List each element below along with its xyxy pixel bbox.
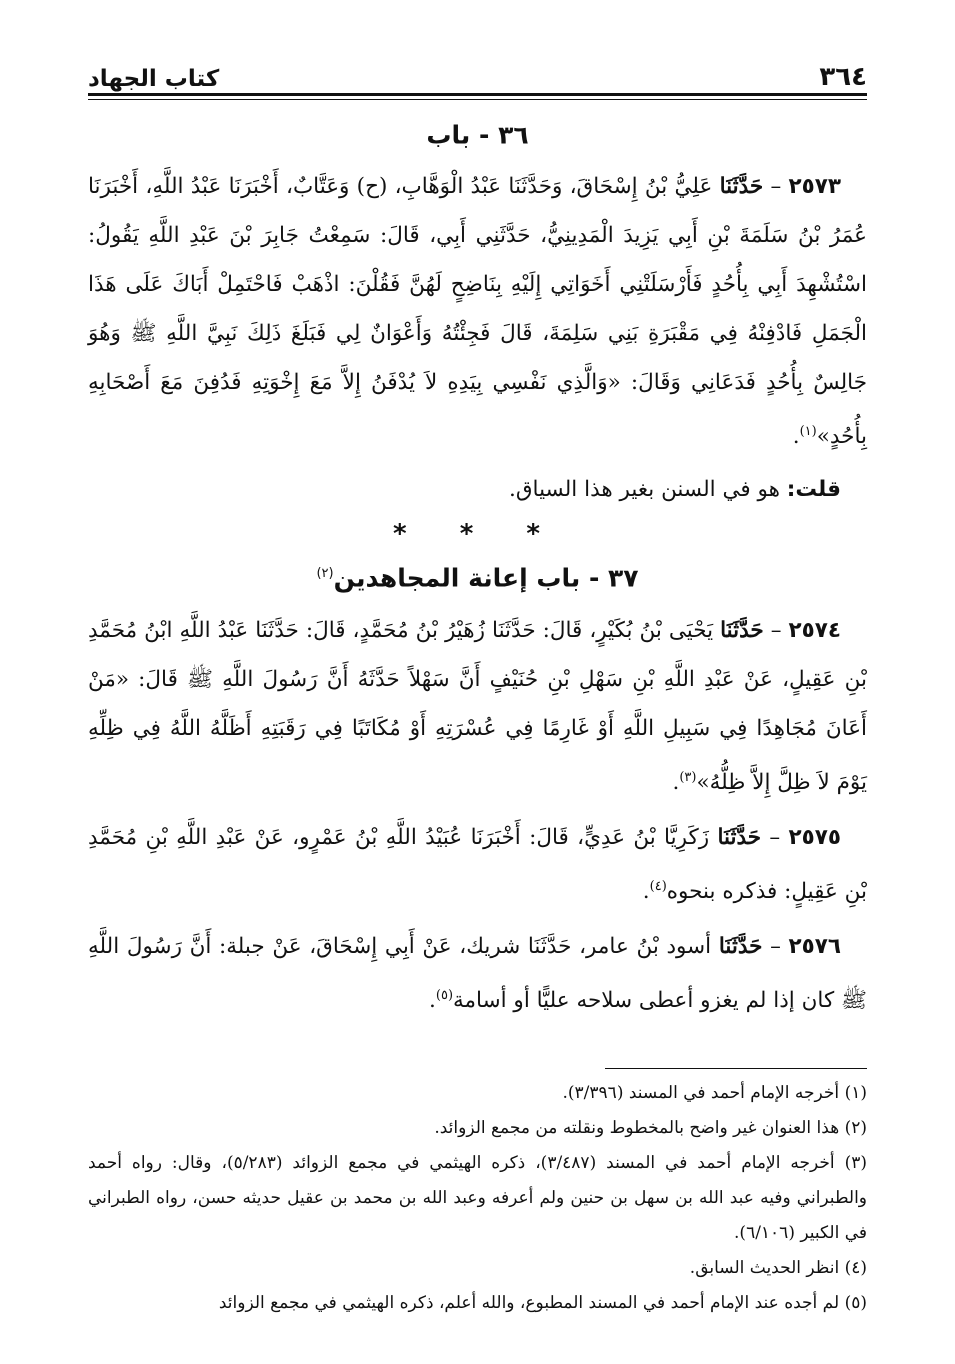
footnote-text: أخرجه الإمام أحمد في المسند (٣/٤٨٧)، ذكره الهيثمي في مجمع الزوائد (٥/٢٨٣)، وقال: رواه أحمد والطبراني وفيه عبد الله بن سهل بن حنين ولم أعرفه وعبد الله بن محمد بن عقيل حديثه حسن، رواه الطبراني في الكبير (٦/١٠٦). bbox=[88, 1153, 867, 1243]
editor-note-text: هو في السنن بغير هذا السياق. bbox=[509, 477, 780, 503]
hadith-text: عَلِيُّ بْنُ إِسْحَاقَ، وَحَدَّثَنَا عَبْدُ الْوَهَّابِ، (ح) وَعَتَّابٌ، أَخْبَرَنَا عَبْدُ اللَّهِ، أَخْبَرَنَا عُمَرُ بْنُ سَلَمَةَ بْنِ أَبِي يَزِيدَ الْمَدِينِيُّ، حَدَّثَنِي أَبِي، قَالَ: سَمِعْتُ جَابِرَ بْنَ عَبْدِ اللَّهِ يَقُولُ: اسْتُشْهِدَ أَبِي بِأُحُدٍ فَأَرْسَلَتْنِي أَخَوَاتِي إِلَيْهِ بِنَاضِحٍ لَهُنَّ فَقُلْنَ: اذْهَبْ فَاحْتَمِلْ أَبَاكَ عَلَى هَذَا الْجَمَلِ فَادْفِنْهُ فِي مَقْبَرَةِ بَنِي سَلِمَةَ، قَالَ فَجِئْتُهُ وَأَعْوَانٌ لِي فَبَلَغَ ذَلِكَ نَبِيَّ اللَّهِ ﷺ وَهُوَ جَالِسٌ بِأُحُدٍ فَدَعَانِي وَقَالَ: «وَالَّذِي نَفْسِي بِيَدِهِ لاَ يُدْفَنُ إِلاَّ مَعَ إِخْوَتِهِ فَدُفِنَ مَعَ أَصْحَابِهِ بِأُحُدٍ» bbox=[88, 174, 867, 450]
footnote-number: (٥) bbox=[844, 1293, 867, 1313]
hadith-number: ٢٥٧٦ bbox=[788, 934, 842, 960]
running-title: كتاب الجهاد bbox=[88, 66, 220, 92]
footnote-text: هذا العنوان غير واضح بالمخطوط ونقلته من مجمع الزوائد. bbox=[434, 1118, 840, 1138]
hadith-lead: حَدَّثَنَا bbox=[718, 934, 763, 960]
hadith-text: أسود بْنُ عامر، حَدَّثَنَا شريك، عَنْ أَبِي إِسْحَاقَ، عَنْ جبلة: أَنَّ رَسُولَ اللَّهِ ﷺ كان إذا لم يغزو أعطى سلاحه عليًّا أو أسامة bbox=[88, 934, 867, 1014]
footnote bbox=[88, 1251, 867, 1286]
footnote bbox=[88, 1286, 867, 1321]
footnote-number: (٢) bbox=[844, 1118, 867, 1138]
footnote-rule bbox=[605, 1068, 867, 1069]
header-rule-thin bbox=[88, 99, 867, 100]
hadith-paragraph: ٢٥٧٤ – حَدَّثَنَا يَحْيَى بْنُ بُكَيْرٍ، قَالَ: حَدَّثَنَا زُهَيْرُ بْنُ مُحَمَّدٍ، قَالَ: حَدَّثَنَا عَبْدُ اللَّهِ ابْنُ مُحَمَّدِ بْنِ عَقِيلٍ، عَنْ عَبْدِ اللَّهِ بْنِ سَهْلِ بْنِ حُنَيْفٍ أَنَّ سَهْلاً حَدَّثَهُ أَنَّ رَسُولَ اللَّهِ ﷺ قَالَ: «مَنْ أَعَانَ مُجَاهِدًا فِي سَبِيلِ اللَّهِ أَوْ غَارِمًا فِي عُسْرَتِهِ أَوْ مُكَاتَبًا فِي رَقَبَتِهِ أَظَلَّهُ اللَّهُ فِي ظِلِّهِ يَوْمَ لاَ ظِلَّ إِلاَّ ظِلُّهُ»$^{(٣)}$. bbox=[88, 617, 867, 795]
hadith-number: ٢٥٧٤ bbox=[788, 617, 841, 643]
hadith-end: . bbox=[792, 424, 800, 450]
main-text bbox=[88, 108, 867, 1031]
footnote-ref: (٣) bbox=[679, 769, 697, 785]
hadith-text: يَحْيَى بْنُ بُكَيْرٍ، قَالَ: حَدَّثَنَا زُهَيْرُ بْنُ مُحَمَّدٍ، قَالَ: حَدَّثَنَا عَبْدُ اللَّهِ ابْنُ مُحَمَّدِ بْنِ عَقِيلٍ، عَنْ عَبْدِ اللَّهِ بْنِ سَهْلِ بْنِ حُنَيْفٍ أَنَّ سَهْلاً حَدَّثَهُ أَنَّ رَسُولَ اللَّهِ ﷺ قَالَ: «مَنْ أَعَانَ مُجَاهِدًا فِي سَبِيلِ اللَّهِ أَوْ غَارِمًا فِي عُسْرَتِهِ أَوْ مُكَاتَبًا فِي رَقَبَتِهِ أَظَلَّهُ اللَّهُ فِي ظِلِّهِ يَوْمَ لاَ ظِلَّ إِلاَّ ظِلُّهُ» bbox=[88, 617, 867, 795]
hadith-paragraph: ٢٥٧٦ – حَدَّثَنَا أسود بْنُ عامر، حَدَّثَنَا شريك، عَنْ أَبِي إِسْحَاقَ، عَنْ جبلة: أَنَّ رَسُولَ اللَّهِ ﷺ كان إذا لم يغزو أعطى سلاحه عليًّا أو أسامة$^{(٥)}$. bbox=[88, 934, 867, 1014]
footnote-ref: (٤) bbox=[649, 878, 667, 894]
hadith-paragraph: ٢٥٧٣ – حَدَّثَنَا عَلِيُّ بْنُ إِسْحَاقَ، وَحَدَّثَنَا عَبْدُ الْوَهَّابِ، (ح) وَعَتَّابٌ، أَخْبَرَنَا عَبْدُ اللَّهِ، أَخْبَرَنَا عُمَرُ بْنُ سَلَمَةَ بْنِ أَبِي يَزِيدَ الْمَدِينِيُّ، حَدَّثَنِي أَبِي، قَالَ: سَمِعْتُ جَابِرَ بْنَ عَبْدِ اللَّهِ يَقُولُ: اسْتُشْهِدَ أَبِي بِأُحُدٍ فَأَرْسَلَتْنِي أَخَوَاتِي إِلَيْهِ بِنَاضِحٍ لَهُنَّ فَقُلْنَ: اذْهَبْ فَاحْتَمِلْ أَبَاكَ عَلَى هَذَا الْجَمَلِ فَادْفِنْهُ فِي مَقْبَرَةِ بَنِي سَلِمَةَ، قَالَ فَجِئْتُهُ وَأَعْوَانٌ لِي فَبَلَغَ ذَلِكَ نَبِيَّ اللَّهِ ﷺ وَهُوَ جَالِسٌ بِأُحُدٍ فَدَعَانِي وَقَالَ: «وَالَّذِي نَفْسِي بِيَدِهِ لاَ يُدْفَنُ إِلاَّ مَعَ إِخْوَتِهِ فَدُفِنَ مَعَ أَصْحَابِهِ بِأُحُدٍ»$^{(١)}$. bbox=[88, 174, 867, 450]
page-header bbox=[88, 50, 867, 92]
hadith-number: ٢٥٧٣ bbox=[788, 174, 841, 200]
hadith-paragraph: ٢٥٧٥ – حَدَّثَنَا زَكَرِيَّا بْنُ عَدِيٍّ، قَالَ: أَخْبَرَنَا عُبَيْدُ اللَّهِ بْنُ عَمْرٍو، عَنْ عَبْدِ اللَّهِ بْنِ مُحَمَّدِ بْنِ عَقِيلٍ: فذكره بنحوه$^{(٤)}$. bbox=[88, 824, 867, 905]
section-separator: * * * bbox=[393, 519, 562, 550]
footnote bbox=[88, 1146, 867, 1251]
footnote-number: (٣) bbox=[844, 1153, 867, 1173]
footnote-ref: (١) bbox=[799, 424, 817, 440]
chapter-title-text: ٣٧ - باب إعانة المجاهدين bbox=[333, 563, 639, 593]
page-number: ٣٦٤ bbox=[819, 62, 867, 92]
hadith-end: . bbox=[642, 879, 650, 905]
chapter-title bbox=[88, 114, 867, 152]
footnote bbox=[88, 1076, 867, 1111]
hadith-end: . bbox=[429, 988, 436, 1014]
chapter-title-text: ٣٦ - باب bbox=[426, 120, 529, 150]
chapter-title bbox=[88, 557, 867, 595]
hadith-number: ٢٥٧٥ bbox=[788, 824, 841, 850]
hadith-end: . bbox=[672, 769, 680, 795]
editor-note-label: قلت: bbox=[786, 477, 841, 503]
footnote bbox=[88, 1111, 867, 1146]
footnote-text: انظر الحديث السابق. bbox=[689, 1258, 840, 1278]
hadith-text: زَكَرِيَّا بْنُ عَدِيٍّ، قَالَ: أَخْبَرَنَا عُبَيْدُ اللَّهِ بْنُ عَمْرٍو، عَنْ عَبْدِ اللَّهِ بْنِ مُحَمَّدِ بْنِ عَقِيلٍ: فذكره بنحوه bbox=[88, 824, 867, 905]
editor-note bbox=[88, 467, 867, 513]
hadith-lead: حَدَّثَنَا bbox=[720, 617, 764, 643]
footnote-text: لم أجده عند الإمام أحمد في المسند المطبوع، والله أعلم، ذكره الهيثمي في مجمع الزوائد bbox=[218, 1293, 840, 1313]
footnote-number: (٤) bbox=[844, 1258, 867, 1278]
footnote-ref: (٥) bbox=[435, 988, 454, 1004]
chapter-footnote-ref: (٢) bbox=[316, 566, 334, 582]
hadith-lead: حَدَّثَنَا bbox=[719, 174, 764, 200]
footnote-text: أخرجه الإمام أحمد في المسند (٣/٣٩٦). bbox=[562, 1083, 840, 1103]
footnotes bbox=[88, 1076, 867, 1321]
footnote-number: (١) bbox=[844, 1083, 867, 1103]
header-rule-thick bbox=[88, 93, 867, 96]
hadith-lead: حَدَّثَنَا bbox=[717, 824, 762, 850]
